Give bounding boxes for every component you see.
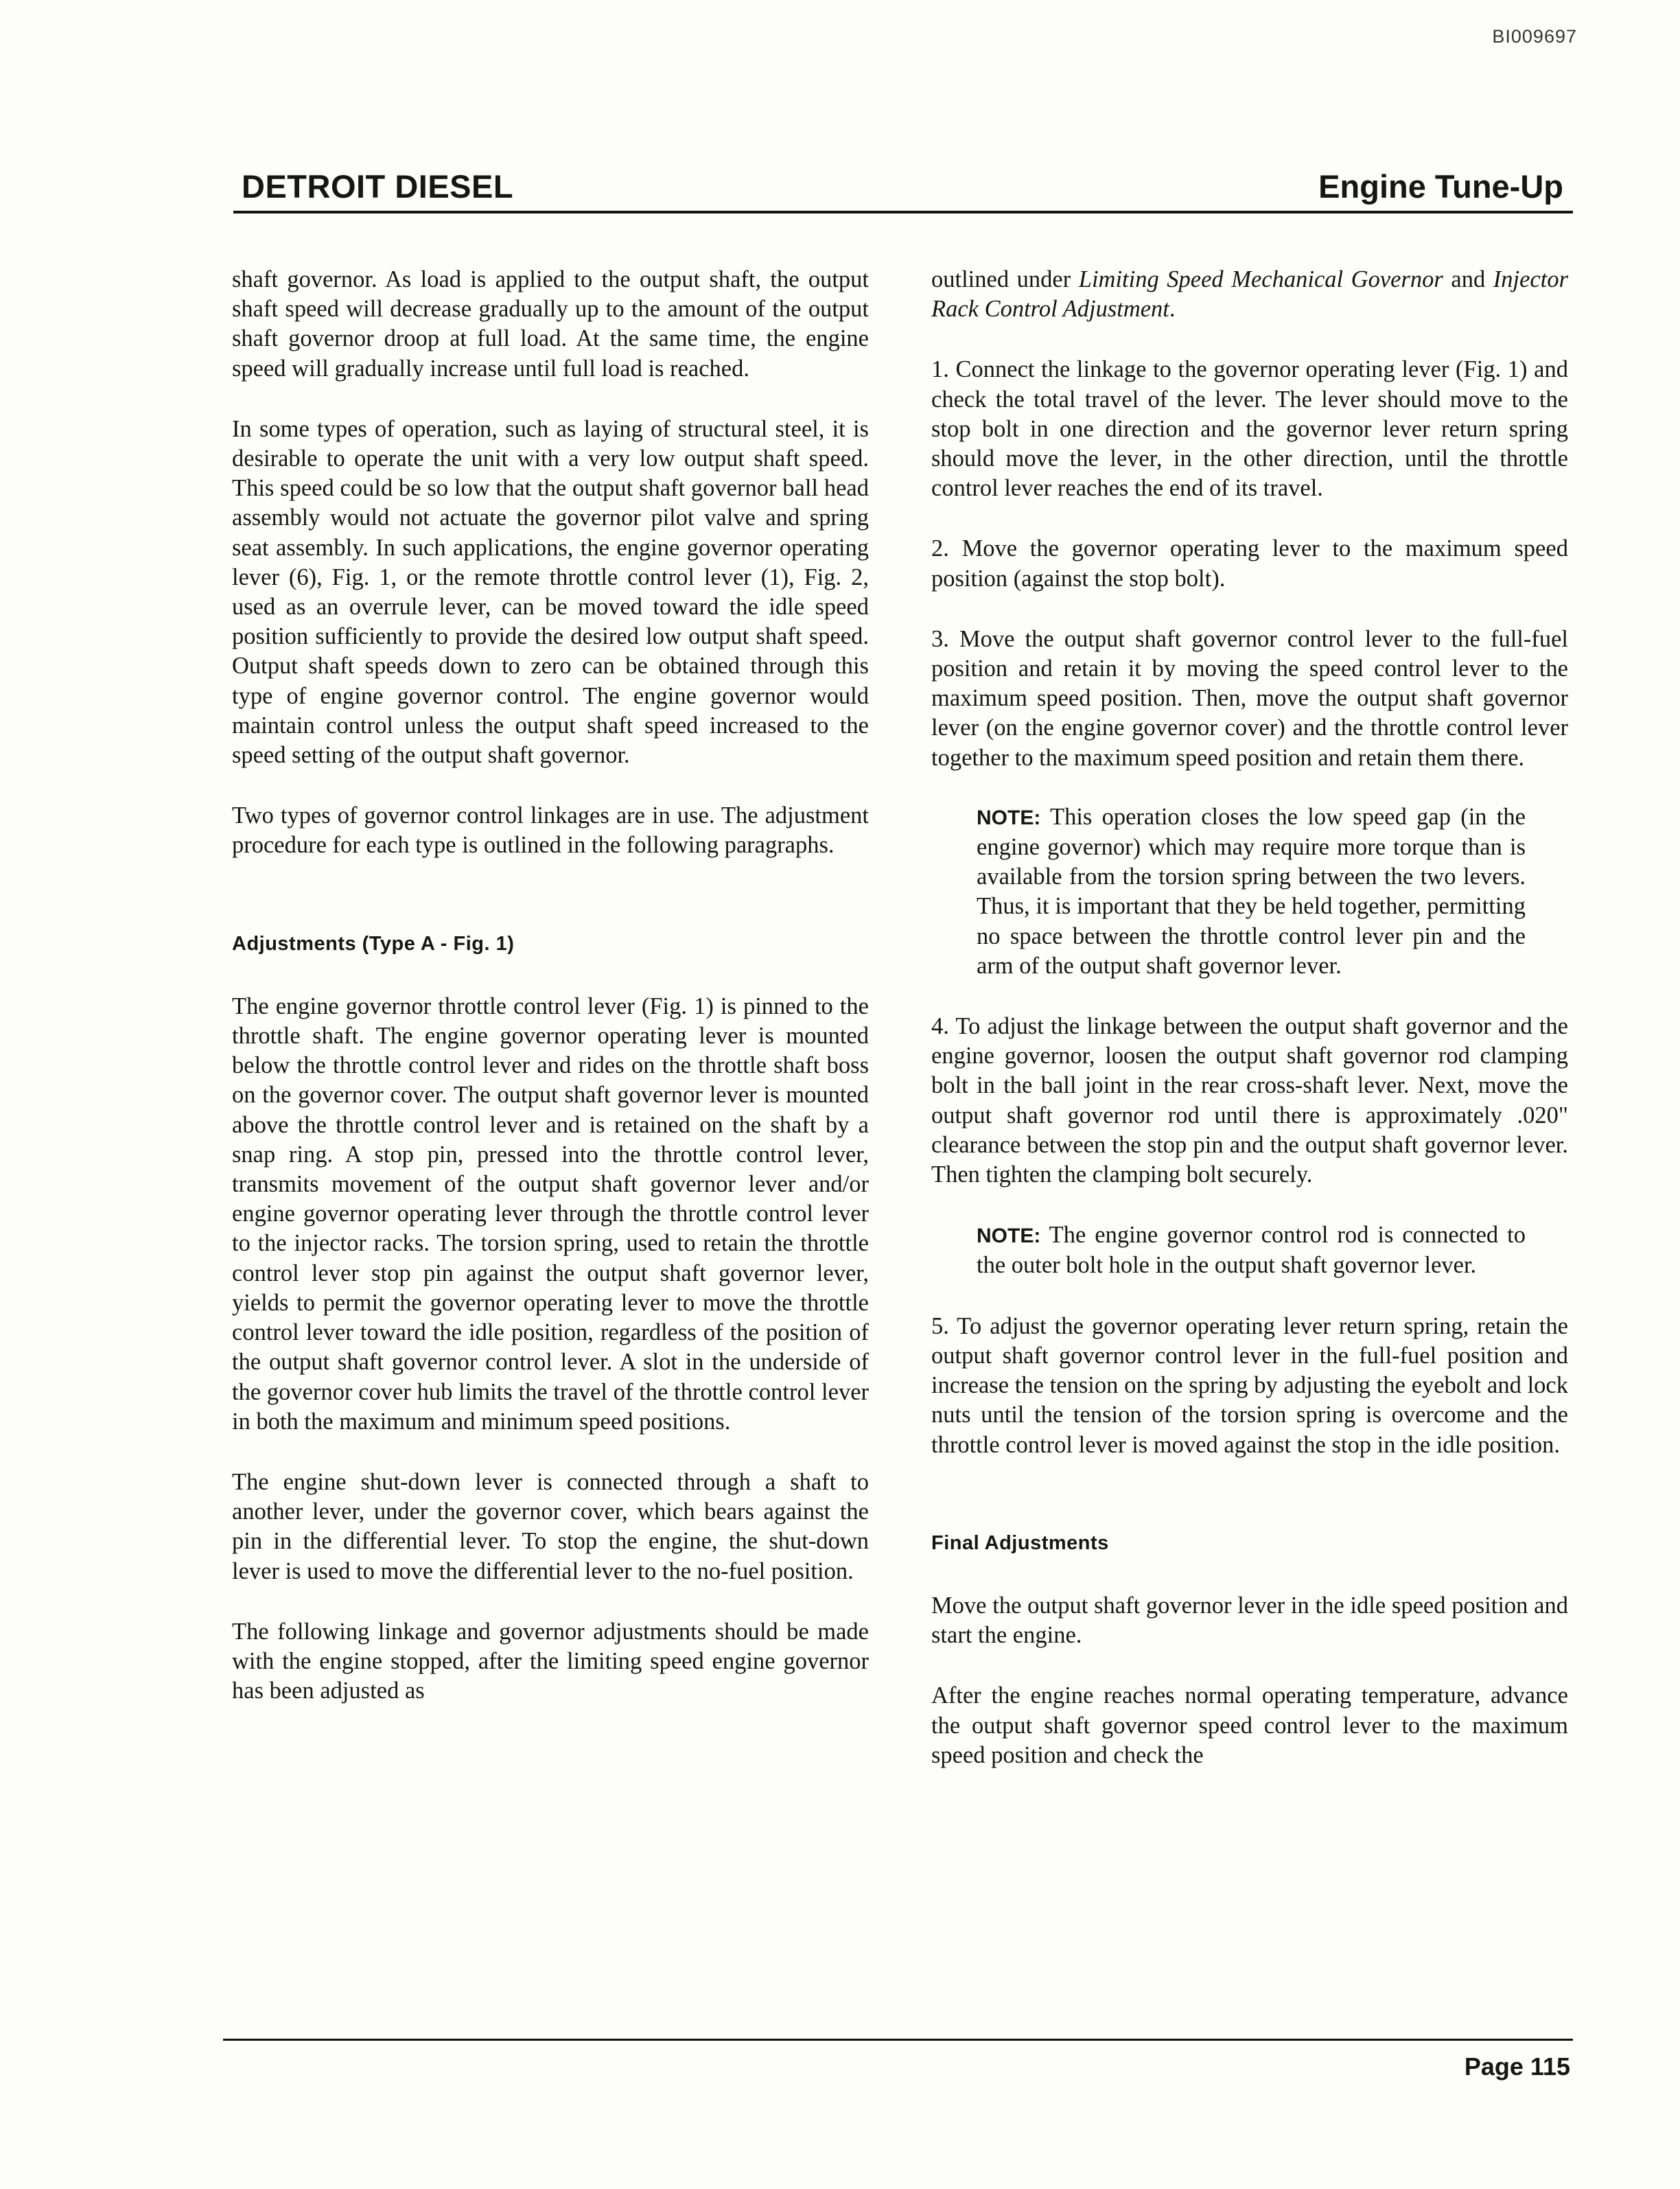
document-id: BI009697	[1492, 26, 1577, 47]
paragraph: The engine governor throttle control lever (Fig. 1) is pinned to the throttle shaft. The engine governor operating lever is mounted below the throttle control lever and rides on the throttle shaft boss on the governor cover. The output shaft governor lever is mounted above the throttle control lever and is retained on the shaft by a snap ring. A stop pin, pressed into the throttle control lever, transmits movement of the output shaft governor lever and/or engine governor operating lever through the throttle control lever to the injector racks. The torsion spring, used to retain the throttle control lever stop pin against the output shaft governor lever, yields to permit the governor operating lever to move the throttle control lever toward the idle position, regardless of the position of the output shaft governor control lever. A slot in the underside of the governor cover hub limits the travel of the throttle control lever in both the maximum and minimum speed positions.	[232, 993, 869, 1435]
step-5: 5. To adjust the governor operating lever return spring, retain the output shaft governor control lever in the full-fuel position and increase the tension on the spring by adjusting the eyebolt and lock nuts until the tension of the torsion spring is overcome and the throttle control lever is moved against the stop in the idle position.	[931, 1312, 1568, 1458]
step-3: 3. Move the output shaft governor control lever to the full-fuel position and retain it by moving the speed control lever to the maximum speed position. Then, move the output shaft governor lever (on the engine governor cover) and the throttle control lever together to the maximum speed position and retain them there.	[931, 625, 1568, 771]
note-label: NOTE:	[977, 1225, 1041, 1248]
left-column	[232, 265, 869, 1737]
page-number: Page 115	[1464, 2052, 1570, 2081]
reference-title: Limiting Speed Mechanical Governor	[1078, 266, 1443, 292]
paragraph	[931, 265, 1568, 324]
note	[977, 802, 1526, 981]
paragraph: The engine shut-down lever is connected through a shaft to another lever, under the governor cover, which bears against the pin in the differential lever. To stop the engine, the shut-down lever is used to move the differential lever to the no-fuel position.	[232, 1468, 869, 1584]
text-run: .	[1169, 296, 1176, 323]
page-header	[233, 161, 1573, 213]
paragraph: Move the output shaft governor lever in the idle speed position and start the engine.	[931, 1592, 1568, 1649]
brand-title: DETROIT DIESEL	[242, 168, 514, 205]
paragraph: The following linkage and governor adjustments should be made with the engine stopped, after the limiting speed engine governor has been adjusted as	[232, 1618, 869, 1704]
step-4: 4. To adjust the linkage between the output shaft governor and the engine governor, loosen the output shaft governor rod clamping bolt in the ball joint in the rear cross-shaft lever. Next, move the output shaft governor rod until there is approximately .020" clearance between the stop pin and the output shaft governor lever. Then tighten the clamping bolt securely.	[931, 1013, 1568, 1188]
note-label: NOTE:	[977, 806, 1041, 829]
step-1: 1. Connect the linkage to the governor operating lever (Fig. 1) and check the total travel of the lever. The lever should move to the stop bolt in one direction and the governor lever return spring should move the lever, in the other direction, until the throttle control lever reaches the end of its travel.	[931, 356, 1568, 502]
section-heading: Final Adjustments	[931, 1531, 1109, 1554]
paragraph: In some types of operation, such as laying of structural steel, it is desirable to operate the unit with a very low output shaft speed. This speed could be so low that the output shaft governor ball head assembly would not actuate the governor pilot valve and spring seat assembly. In such applications, the engine governor operating lever (6), Fig. 1, or the remote throttle control lever (1), Fig. 2, used as an overrule lever, can be moved toward the idle speed position sufficiently to provide the desired low output shaft speed. Output shaft speeds down to zero can be obtained through this type of engine governor control. The engine governor would maintain control unless the output shaft speed increased to the speed setting of the output shaft governor.	[232, 415, 869, 769]
note-text: This operation closes the low speed gap (in the engine governor) which may require more torque than is available from the torsion spring between the two levers. Thus, it is important that they be held together, permitting no space between the throttle control lever pin and the arm of the output shaft governor lever.	[977, 803, 1526, 979]
section-heading: Adjustments (Type A - Fig. 1)	[232, 932, 515, 955]
section-title: Engine Tune-Up	[1318, 168, 1563, 205]
text-run: and	[1443, 266, 1493, 292]
step-2: 2. Move the governor operating lever to the maximum speed position (against the stop bolt).	[931, 535, 1568, 592]
reference-title: Injector Rack Control Adjustment	[931, 266, 1568, 323]
paragraph: Two types of governor control linkages are in use. The adjustment procedure for each type is outlined in the following paragraphs.	[232, 802, 869, 859]
paragraph: After the engine reaches normal operating temperature, advance the output shaft governor speed control lever to the maximum speed position and check the	[931, 1682, 1568, 1768]
note	[977, 1220, 1526, 1280]
note-text: The engine governor control rod is connected to the outer bolt hole in the output shaft governor lever.	[977, 1222, 1526, 1279]
right-column	[931, 265, 1568, 1801]
text-run: outlined under	[931, 266, 1079, 292]
paragraph: shaft governor. As load is applied to the output shaft, the output shaft speed will decrease gradually up to the amount of the output shaft governor droop at full load. At the same time, the engine speed will gradually increase until full load is reached.	[232, 266, 869, 382]
footer-rule	[223, 2039, 1573, 2041]
